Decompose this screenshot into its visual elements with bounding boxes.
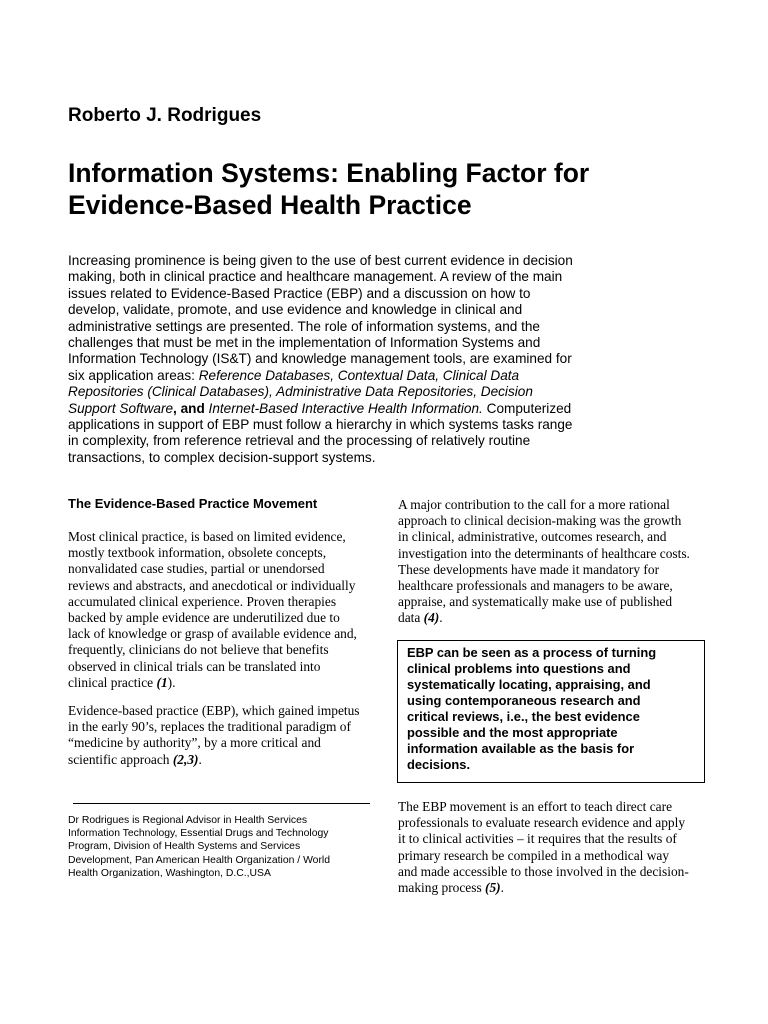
paragraph-line: reviews and abstracts, and anecdotical or individually [68,577,356,593]
paragraph-line: mostly textbook information, obsolete concepts, [68,545,327,561]
paragraph-line: professionals to evaluate research evidence and apply [398,815,686,831]
abstract-line: Information Technology (IS&T) and knowledge management tools, are examined for [68,351,572,367]
paragraph-line [398,880,708,896]
title-line: Evidence-Based Health Practice [68,190,472,220]
paragraph-text: data [398,610,424,626]
paragraph-line [398,610,708,626]
abstract-line: issues related to Evidence-Based Practice (EBP) and a discussion on how to [68,285,531,301]
abstract-line: develop, validate, promote, and use evidence and knowledge in clinical and [68,302,523,318]
paragraph-line: “medicine by authority”, by a more critical and [68,735,321,751]
paragraph-text: making process [398,880,486,896]
callout-line: EBP can be seen as a process of turning [407,645,657,660]
right-paragraph-2 [398,799,708,896]
callout-line: information available as the basis for [407,741,635,756]
right-paragraph-1 [398,497,708,627]
callout-line: decisions. [407,757,471,772]
abstract-line: transactions, to complex decision-support systems. [68,449,376,465]
callout-line: possible and the most appropriate [407,725,618,740]
abstract-text: , and [173,400,209,416]
abstract-italic-text: Support Software [68,400,174,416]
callout-line: clinical problems into questions and [407,661,631,676]
callout-line: using contemporaneous research and [407,693,641,708]
paragraph-text: . [500,880,505,896]
paragraph-text: . [439,610,443,626]
paragraph-text: . [198,751,202,767]
paragraph-line: nonvalidated case studies, partial or unendorsed [68,561,325,577]
abstract-line: administrative settings are presented. The role of information systems, and the [68,318,540,334]
paragraph-text: scientific approach [68,751,173,767]
paragraph-line: appraise, and systematically make use of published [398,594,673,610]
paragraph-line: A major contribution to the call for a more rational [398,497,670,512]
paragraph-line: accumulated clinical experience. Proven therapies [68,593,337,609]
definition-callout-box [397,640,705,783]
paragraph-line: and made accessible to those involved in the decision- [398,863,689,879]
abstract-line [68,368,588,384]
paragraph-line: The EBP movement is an effort to teach direct care [398,799,673,814]
abstract-italic-text: Reference Databases, Contextual Data, Clinical Data [198,367,520,383]
citation-ref: (5) [485,880,501,896]
abstract-line: in complexity, from reference retrieval and the processing of relatively routine [68,433,531,449]
abstract-italic-text: Repositories (Clinical Databases), Administrative Data Repositories, Decision [68,384,533,400]
abstract-line: applications in support of EBP must follow a hierarchy in which systems tasks range [68,417,573,433]
abstract-line: challenges that must be met in the implementation of Information Systems and [68,335,541,351]
paragraph-text: ). [167,674,176,690]
paragraph-line: in the early 90’s, replaces the traditional paradigm of [68,719,351,735]
paragraph-line: healthcare professionals and managers to be aware, [398,578,673,594]
abstract-line [68,401,588,417]
abstract-italic-text: Internet-Based Interactive Health Information. [208,400,483,416]
paragraph-line: investigation into the determinants of healthcare costs. [398,545,690,561]
author-footnote [68,814,368,880]
paragraph-line: frequently, clinicians do not believe that benefits [68,642,329,658]
paragraph-line: it to clinical activities – it requires that the results of [398,831,677,847]
paragraph-line [68,752,368,768]
paragraph-line: Most clinical practice, is based on limited evidence, [68,529,346,544]
paragraph-line: in clinical, administrative, outcomes research, and [398,529,667,545]
abstract-text: six application areas: [68,367,199,383]
paper-title [68,157,708,221]
citation-ref: (4) [423,610,440,626]
callout-line: systematically locating, appraising, and [407,677,651,692]
paragraph-line: Evidence-based practice (EBP), which gained impetus [68,703,360,718]
footnote-line: Program, Division of Health Systems and Services [68,841,301,853]
author-name: Roberto J. Rodrigues [68,105,262,126]
callout-text [407,645,656,773]
footnote-line: Development, Pan American Health Organization / World [68,854,331,866]
abstract-line: making, both in clinical practice and healthcare management. A review of the main [68,269,563,285]
title-line: Information Systems: Enabling Factor for [68,158,590,188]
abstract-line: Increasing prominence is being given to the use of best current evidence in decision [68,253,573,268]
footnote-line: Information Technology, Essential Drugs and Technology [68,828,329,840]
paragraph-line: approach to clinical decision-making was the growth [398,513,682,529]
footnote-line: Health Organization, Washington, D.C.,USA [68,867,271,879]
section-heading: The Evidence-Based Practice Movement [68,496,318,511]
callout-line: critical reviews, i.e., the best evidence [407,709,640,724]
paragraph-text: clinical practice [68,674,157,690]
paragraph-line: lack of knowledge or grasp of available evidence and, [68,626,357,642]
paragraph-line: backed by ample evidence are underutilized due to [68,610,340,626]
footnote-line: Dr Rodrigues is Regional Advisor in Health Services [68,815,308,826]
paragraph-line: primary research be compiled in a methodical way [398,847,670,863]
abstract-text: Computerized [482,400,572,416]
abstract [68,253,588,466]
citation-ref: (1 [156,674,168,690]
citation-ref: (2,3) [172,751,199,767]
left-paragraph-2 [68,703,368,768]
paragraph-line: observed in clinical trials can be translated into [68,658,321,674]
paragraph-line [68,675,368,691]
abstract-line [68,384,588,400]
left-paragraph-1 [68,529,368,691]
paragraph-line: These developments have made it mandatory for [398,561,660,577]
footnote-divider [73,803,370,804]
